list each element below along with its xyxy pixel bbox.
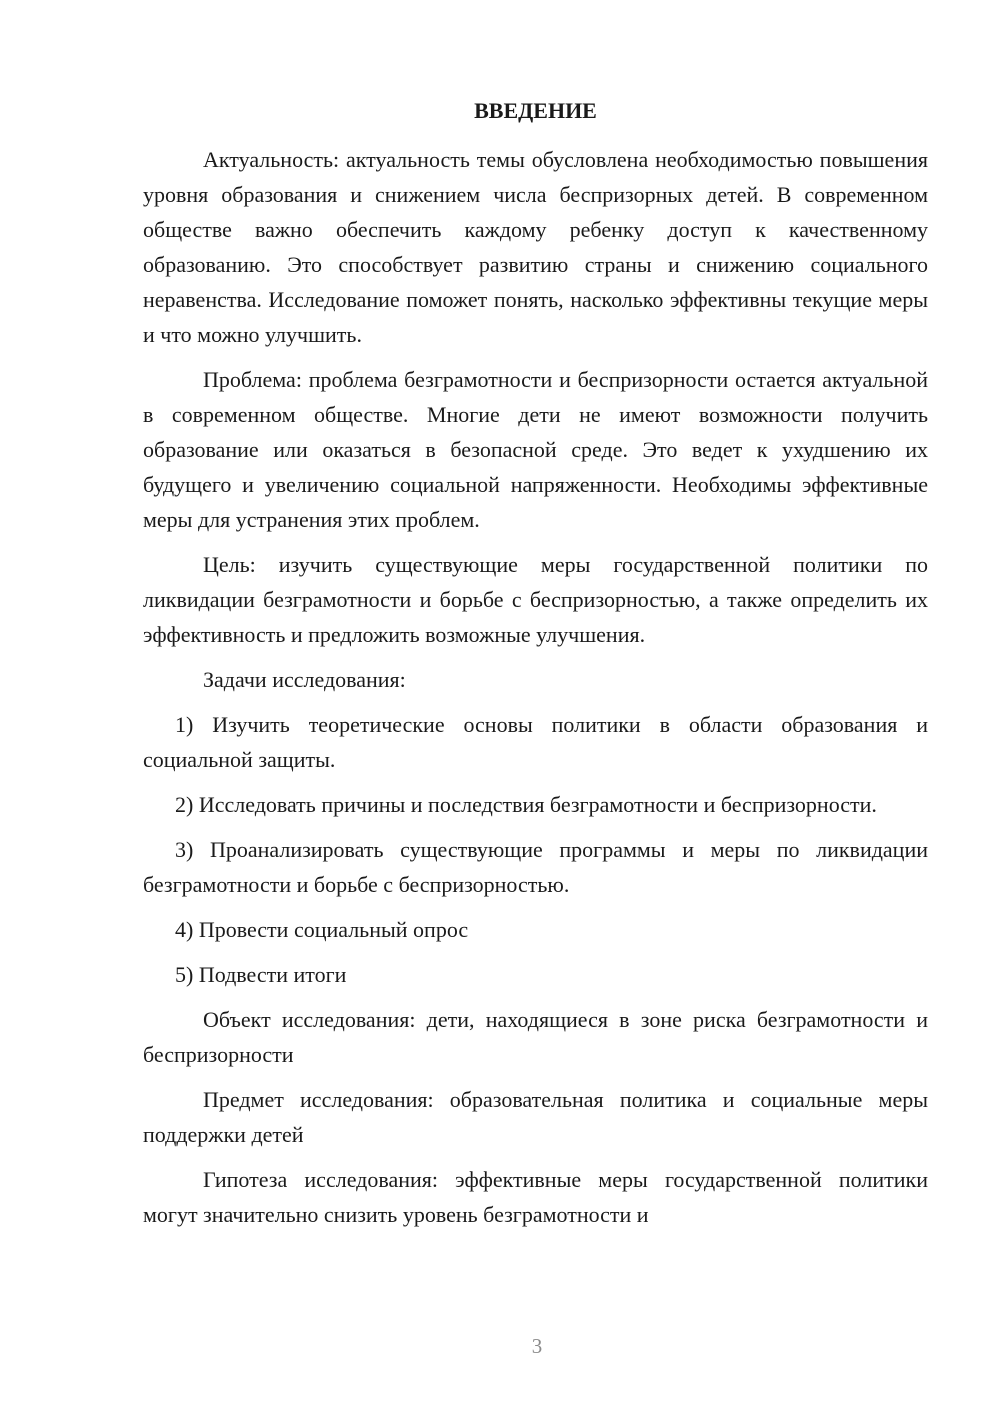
- paragraph-subject: Предмет исследования: образовательная политика и социальные меры поддержки детей: [143, 1087, 928, 1147]
- paragraph-object: Объект исследования: дети, находящиеся в зоне риска безграмотности и беспризорности: [143, 1007, 928, 1067]
- tasks-heading: Задачи исследования:: [203, 667, 406, 692]
- task-item-3: 3) Проанализировать существующие программы и меры по ликвидации безграмотности и борьбе с беспризорностью.: [143, 837, 928, 897]
- task-item-2: 2) Исследовать причины и последствия безграмотности и беспризорности.: [175, 792, 877, 817]
- page-content: [143, 96, 928, 1242]
- paragraph-goal: Цель: изучить существующие меры государственной политики по ликвидации безграмотности и борьбе с беспризорностью, а также определить их эффективность и предложить возможные улучшения.: [143, 552, 928, 647]
- paragraph-problem: Проблема: проблема безграмотности и беспризорности остается актуальной в современном обществе. Многие дети не имеют возможности получить образование или оказаться в безопасной среде. Это ведет к ухудшению их будущего и увеличению социальной напряженности. Необходимы эффективные меры для устранения этих проблем.: [143, 367, 928, 532]
- page-title: ВВЕДЕНИЕ: [474, 98, 597, 123]
- page-number: 3: [531, 1334, 543, 1358]
- paragraph-hypothesis: Гипотеза исследования: эффективные меры государственной политики могут значительно снизить уровень безграмотности и: [143, 1167, 928, 1227]
- task-item-4: 4) Провести социальный опрос: [175, 917, 469, 942]
- task-item-1: 1) Изучить теоретические основы политики в области образования и социальной защиты.: [143, 712, 928, 772]
- paragraph-relevance: Актуальность: актуальность темы обусловлена необходимостью повышения уровня образования и снижением числа беспризорных детей. В современном обществе важно обеспечить каждому ребенку доступ к качественному образованию. Это способствует развитию страны и снижению социального неравенства. Исследование поможет понять, насколько эффективны текущие меры и что можно улучшить.: [143, 147, 928, 347]
- task-item-5: 5) Подвести итоги: [175, 962, 347, 987]
